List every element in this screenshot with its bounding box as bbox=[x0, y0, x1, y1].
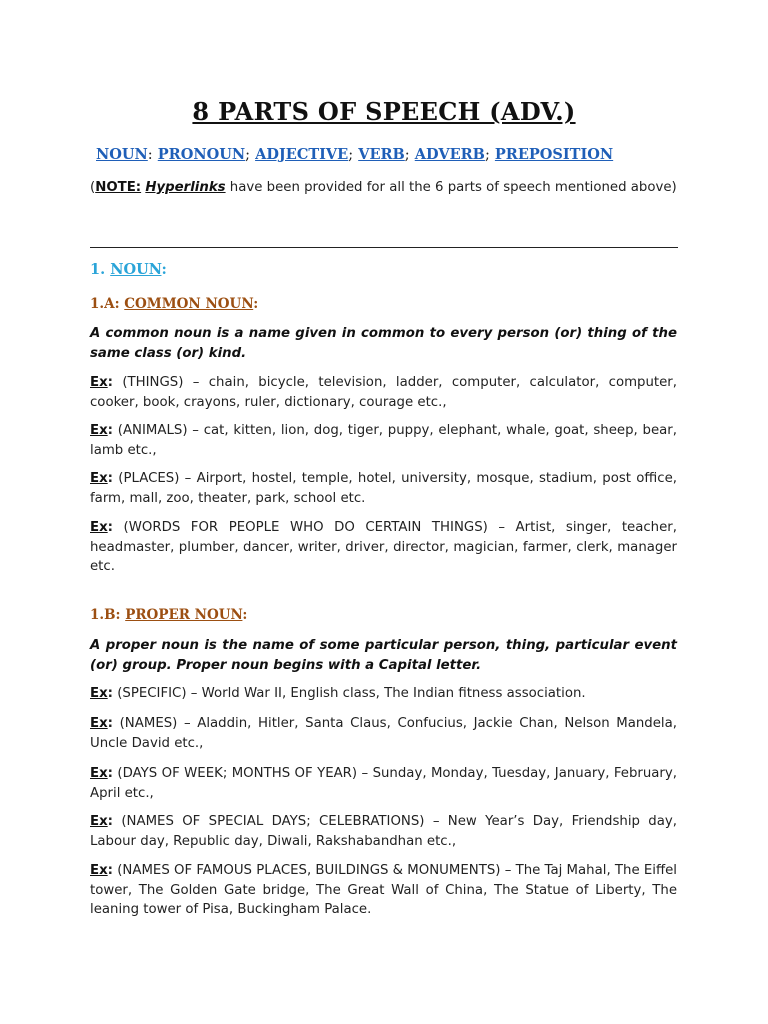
example-colon: : bbox=[107, 686, 113, 701]
example-label: Ex bbox=[90, 766, 108, 781]
example-label: Ex bbox=[90, 423, 108, 438]
subsection-heading-common-noun bbox=[90, 294, 258, 314]
example-text: (THINGS) – chain, bicycle, television, ladder, computer, calculator, computer, cooker, book, crayons, ruler, dictionary, courage etc., bbox=[90, 375, 677, 410]
common-noun-definition: A common noun is a name given in common to every person (or) thing of the same class (or) kind. bbox=[90, 326, 677, 361]
example-item bbox=[90, 421, 677, 460]
subsection-heading-proper-noun bbox=[90, 605, 247, 625]
link-preposition[interactable]: PREPOSITION bbox=[494, 146, 614, 163]
hyperlinks-word: Hyperlinks bbox=[145, 180, 226, 195]
link-adverb[interactable]: ADVERB bbox=[414, 146, 485, 163]
horizontal-divider bbox=[90, 247, 678, 248]
section-title-noun[interactable]: NOUN bbox=[110, 261, 162, 278]
example-item bbox=[90, 714, 677, 753]
subsection-colon: : bbox=[242, 607, 248, 623]
example-item bbox=[90, 861, 677, 920]
example-item bbox=[90, 373, 677, 412]
example-text: (DAYS OF WEEK; MONTHS OF YEAR) – Sunday, Monday, Tuesday, January, February, April etc., bbox=[90, 766, 677, 801]
subsection-prefix: 1.B: bbox=[90, 607, 126, 623]
example-text: (ANIMALS) – cat, kitten, lion, dog, tiger, puppy, elephant, whale, goat, sheep, bear, lamb etc., bbox=[90, 423, 677, 458]
example-item bbox=[90, 764, 677, 803]
example-colon: : bbox=[107, 471, 113, 486]
separator: : bbox=[147, 147, 153, 163]
example-label: Ex bbox=[90, 520, 108, 535]
subsection-prefix: 1.A: bbox=[90, 296, 125, 312]
note-text: have been provided for all the 6 parts of speech mentioned above) bbox=[225, 180, 677, 195]
example-text: (SPECIFIC) – World War II, English class, The Indian fitness association. bbox=[113, 686, 586, 701]
note-paragraph bbox=[90, 178, 677, 198]
separator: ; bbox=[245, 147, 251, 163]
section-heading-noun bbox=[90, 260, 167, 280]
example-colon: : bbox=[107, 814, 113, 829]
example-text: (NAMES OF SPECIAL DAYS; CELEBRATIONS) – New Year’s Day, Friendship day, Labour day, Republic day, Diwali, Rakshabandhan etc., bbox=[90, 814, 677, 849]
example-colon: : bbox=[107, 863, 113, 878]
example-label: Ex bbox=[90, 716, 108, 731]
example-item bbox=[90, 518, 677, 577]
parts-of-speech-links bbox=[96, 145, 613, 165]
example-item bbox=[90, 812, 677, 851]
example-text: (NAMES) – Aladdin, Hitler, Santa Claus, Confucius, Jackie Chan, Nelson Mandela, Uncle David etc., bbox=[90, 716, 677, 751]
example-label: Ex bbox=[90, 863, 108, 878]
note-open: ( bbox=[90, 180, 96, 195]
link-pronoun[interactable]: PRONOUN bbox=[157, 146, 246, 163]
subsection-colon: : bbox=[253, 296, 259, 312]
separator: ; bbox=[404, 147, 410, 163]
example-colon: : bbox=[107, 766, 113, 781]
example-colon: : bbox=[107, 375, 113, 390]
example-text: (WORDS FOR PEOPLE WHO DO CERTAIN THINGS) – Artist, singer, teacher, headmaster, plumber, dancer, writer, driver, director, magician, farmer, clerk, manager etc. bbox=[90, 520, 677, 574]
example-colon: : bbox=[107, 423, 113, 438]
example-text: (NAMES OF FAMOUS PLACES, BUILDINGS & MONUMENTS) – The Taj Mahal, The Eiffel tower, The Golden Gate bridge, The Great Wall of China, The Statue of Liberty, The leaning tower of Pisa, Buckingham Palace. bbox=[90, 863, 677, 917]
note-label: NOTE: bbox=[95, 180, 142, 195]
proper-noun-definition: A proper noun is the name of some particular person, thing, particular event (or) group. Proper noun begins with a Capital letter. bbox=[90, 638, 677, 673]
example-colon: : bbox=[107, 716, 113, 731]
separator: ; bbox=[348, 147, 354, 163]
subsection-title-proper-noun[interactable]: PROPER NOUN bbox=[125, 607, 243, 623]
link-verb[interactable]: VERB bbox=[358, 146, 405, 163]
section-colon: : bbox=[161, 261, 167, 278]
separator: ; bbox=[484, 147, 490, 163]
section-number: 1. bbox=[90, 261, 111, 278]
link-adjective[interactable]: ADJECTIVE bbox=[255, 146, 349, 163]
example-label: Ex bbox=[90, 471, 108, 486]
example-label: Ex bbox=[90, 686, 108, 701]
example-item bbox=[90, 469, 677, 508]
example-colon: : bbox=[107, 520, 113, 535]
example-label: Ex bbox=[90, 814, 108, 829]
example-label: Ex bbox=[90, 375, 108, 390]
page-title: 8 PARTS OF SPEECH (ADV.) bbox=[192, 97, 576, 126]
example-item bbox=[90, 684, 677, 704]
example-text: (PLACES) – Airport, hostel, temple, hotel, university, mosque, stadium, post office, farm, mall, zoo, theater, park, school etc. bbox=[90, 471, 677, 506]
link-noun[interactable]: NOUN bbox=[96, 146, 148, 163]
subsection-title-common-noun[interactable]: COMMON NOUN bbox=[124, 296, 254, 312]
